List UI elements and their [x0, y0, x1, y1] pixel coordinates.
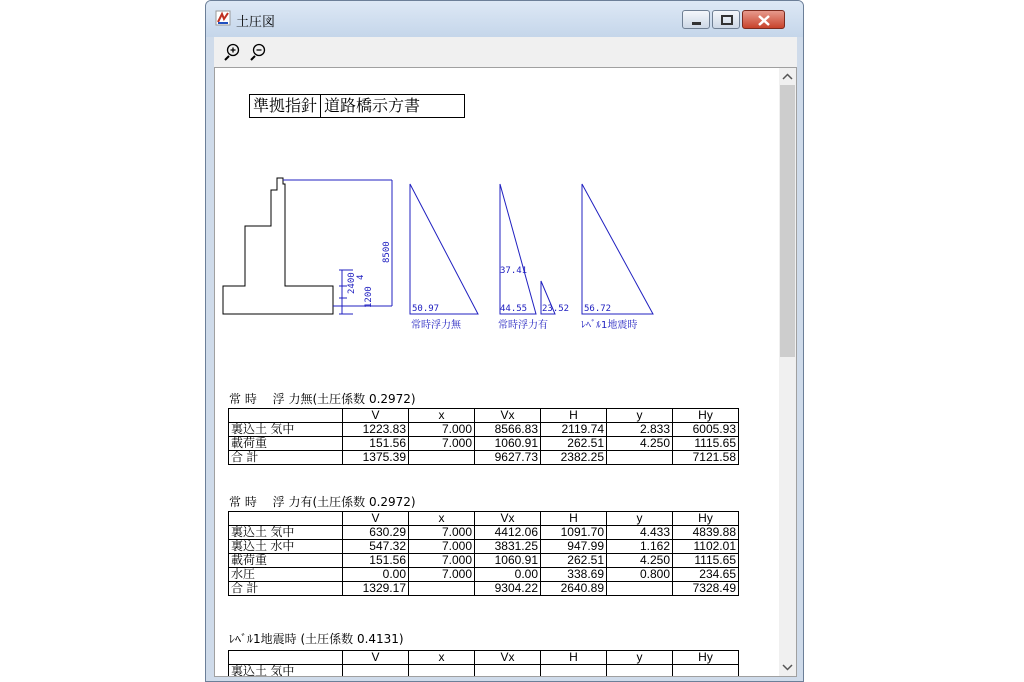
- cell: 7.000: [409, 437, 475, 451]
- header-cell: y: [607, 409, 673, 423]
- close-icon: [743, 11, 786, 30]
- header-cell: Vx: [475, 512, 541, 526]
- minimize-button[interactable]: [682, 10, 710, 29]
- cell: 7.000: [409, 568, 475, 582]
- close-button[interactable]: [742, 10, 785, 29]
- spec-box: [249, 94, 465, 118]
- window-title: 土圧図: [236, 15, 276, 30]
- header-blank: [229, 512, 343, 526]
- row-label: 水圧: [229, 568, 343, 582]
- scroll-down-icon[interactable]: [779, 659, 796, 676]
- diagram1-caption: 常時浮力無: [411, 320, 461, 331]
- cell: 2.833: [607, 423, 673, 437]
- table1: [228, 408, 739, 465]
- row-label: 裏込土 気中: [229, 526, 343, 540]
- cell: 1060.91: [475, 437, 541, 451]
- row-label: 合 計: [229, 582, 343, 596]
- diagram2-caption: 常時浮力有: [498, 320, 548, 331]
- cell: 4412.06: [475, 526, 541, 540]
- header-cell: H: [541, 409, 607, 423]
- drawing-content: [215, 68, 781, 676]
- dim-8500-text: 8500: [382, 241, 392, 263]
- cell: 630.29: [343, 526, 409, 540]
- cell: 2640.89: [541, 582, 607, 596]
- cell: 4.433: [607, 526, 673, 540]
- cell: 1115.65: [673, 437, 739, 451]
- cell: 262.51: [541, 437, 607, 451]
- table-row: [229, 554, 739, 568]
- header-cell: x: [409, 512, 475, 526]
- header-cell: Hy: [673, 409, 739, 423]
- row-label: 裏込土 水中: [229, 540, 343, 554]
- header-cell: V: [343, 512, 409, 526]
- table1-title: 常 時 浮 力無(土圧係数 0.2972): [229, 392, 416, 406]
- vertical-scrollbar[interactable]: [779, 68, 796, 676]
- diagram1-value: 50.97: [412, 304, 440, 314]
- cell: 262.51: [541, 554, 607, 568]
- cell: [409, 665, 475, 678]
- dim-2400-text: 2400: [347, 272, 357, 294]
- cell: 7121.58: [673, 451, 739, 465]
- cell: 0.800: [607, 568, 673, 582]
- pressure-triangle-3: [582, 184, 653, 314]
- table-row: [229, 540, 739, 554]
- header-cell: V: [343, 651, 409, 665]
- row-label: 載荷重: [229, 554, 343, 568]
- scroll-thumb[interactable]: [780, 85, 795, 357]
- pressure-triangle-1: [410, 184, 478, 314]
- cell: 151.56: [343, 554, 409, 568]
- diagram3-value: 56.72: [584, 304, 612, 314]
- table-row: [229, 451, 739, 465]
- zoom-out-icon[interactable]: [248, 43, 268, 61]
- header-cell: y: [607, 651, 673, 665]
- row-label: 合 計: [229, 451, 343, 465]
- header-cell: H: [541, 512, 607, 526]
- app-icon: [215, 10, 231, 26]
- cell: [475, 665, 541, 678]
- spec-value: 道路橋示方書: [320, 95, 464, 117]
- toolbar: [214, 37, 797, 67]
- cell: 1091.70: [541, 526, 607, 540]
- cell: 7.000: [409, 554, 475, 568]
- cell: 2119.74: [541, 423, 607, 437]
- cell: 338.69: [541, 568, 607, 582]
- cell: 1223.83: [343, 423, 409, 437]
- table3: [228, 650, 739, 677]
- table-row: [229, 568, 739, 582]
- diagram2-mid-value: 37.41: [500, 266, 528, 276]
- cell: 0.00: [475, 568, 541, 582]
- title-bar[interactable]: [206, 1, 803, 37]
- header-cell: V: [343, 409, 409, 423]
- table-row: [229, 437, 739, 451]
- cell: [607, 582, 673, 596]
- maximize-icon: [713, 11, 741, 30]
- table3-title: ﾚﾍﾞﾙ1地震時 (土圧係数 0.4131): [229, 632, 404, 646]
- spec-label: 準拠指針: [253, 96, 318, 115]
- cell: 0.00: [343, 568, 409, 582]
- table-header-row: [229, 409, 739, 423]
- cell: 1329.17: [343, 582, 409, 596]
- cell: [607, 451, 673, 465]
- cell: 1.162: [607, 540, 673, 554]
- table2: [228, 511, 739, 596]
- table2-title: 常 時 浮 力有(土圧係数 0.2972): [229, 495, 416, 509]
- cell: [409, 582, 475, 596]
- abutment-shape: [223, 178, 333, 314]
- minimize-icon: [683, 11, 711, 30]
- header-cell: Vx: [475, 651, 541, 665]
- cell: 7328.49: [673, 582, 739, 596]
- drawing-area[interactable]: [214, 67, 797, 677]
- cell: 1375.39: [343, 451, 409, 465]
- cell: 1060.91: [475, 554, 541, 568]
- cell: 1102.01: [673, 540, 739, 554]
- dim-line-8500: [283, 180, 392, 306]
- table-row: [229, 582, 739, 596]
- header-cell: Hy: [673, 512, 739, 526]
- cell: 6005.93: [673, 423, 739, 437]
- table-row: [229, 423, 739, 437]
- table-row: [229, 526, 739, 540]
- header-cell: x: [409, 409, 475, 423]
- header-cell: H: [541, 651, 607, 665]
- pressure-diagram: [215, 168, 781, 338]
- cell: 7.000: [409, 540, 475, 554]
- table-header-row: [229, 651, 739, 665]
- table-header-row: [229, 512, 739, 526]
- diagram2-bottom-value: 44.55: [500, 304, 528, 314]
- dim-1200-text: 1200: [364, 286, 374, 308]
- row-label: 載荷重: [229, 437, 343, 451]
- header-cell: y: [607, 512, 673, 526]
- cell: 547.32: [343, 540, 409, 554]
- cell: [343, 665, 409, 678]
- cell: 7.000: [409, 423, 475, 437]
- row-label: 裏込土 気中: [229, 665, 343, 678]
- table-row: [229, 665, 739, 678]
- diagram2-water-value: 23.52: [542, 304, 570, 314]
- cell: [409, 451, 475, 465]
- cell: 8566.83: [475, 423, 541, 437]
- cell: 2382.25: [541, 451, 607, 465]
- cell: 1115.65: [673, 554, 739, 568]
- cell: 7.000: [409, 526, 475, 540]
- header-cell: Vx: [475, 409, 541, 423]
- row-label: 裏込土 気中: [229, 423, 343, 437]
- scroll-up-icon[interactable]: [779, 68, 796, 85]
- header-cell: x: [409, 651, 475, 665]
- header-blank: [229, 409, 343, 423]
- cell: 9304.22: [475, 582, 541, 596]
- pressure-triangle-2: [500, 184, 536, 314]
- cell: 4.250: [607, 437, 673, 451]
- cell: 234.65: [673, 568, 739, 582]
- cell: 151.56: [343, 437, 409, 451]
- cell: 4.250: [607, 554, 673, 568]
- maximize-button[interactable]: [712, 10, 740, 29]
- header-cell: Hy: [673, 651, 739, 665]
- cell: [673, 665, 739, 678]
- dim-small-text: 4: [356, 274, 366, 280]
- earth-pressure-window: [205, 0, 804, 682]
- cell: [541, 665, 607, 678]
- diagram3-caption: ﾚﾍﾞﾙ1地震時: [581, 320, 638, 331]
- cell: 9627.73: [475, 451, 541, 465]
- cell: 3831.25: [475, 540, 541, 554]
- cell: 947.99: [541, 540, 607, 554]
- cell: [607, 665, 673, 678]
- cell: 4839.88: [673, 526, 739, 540]
- header-blank: [229, 651, 343, 665]
- zoom-in-icon[interactable]: [222, 43, 242, 61]
